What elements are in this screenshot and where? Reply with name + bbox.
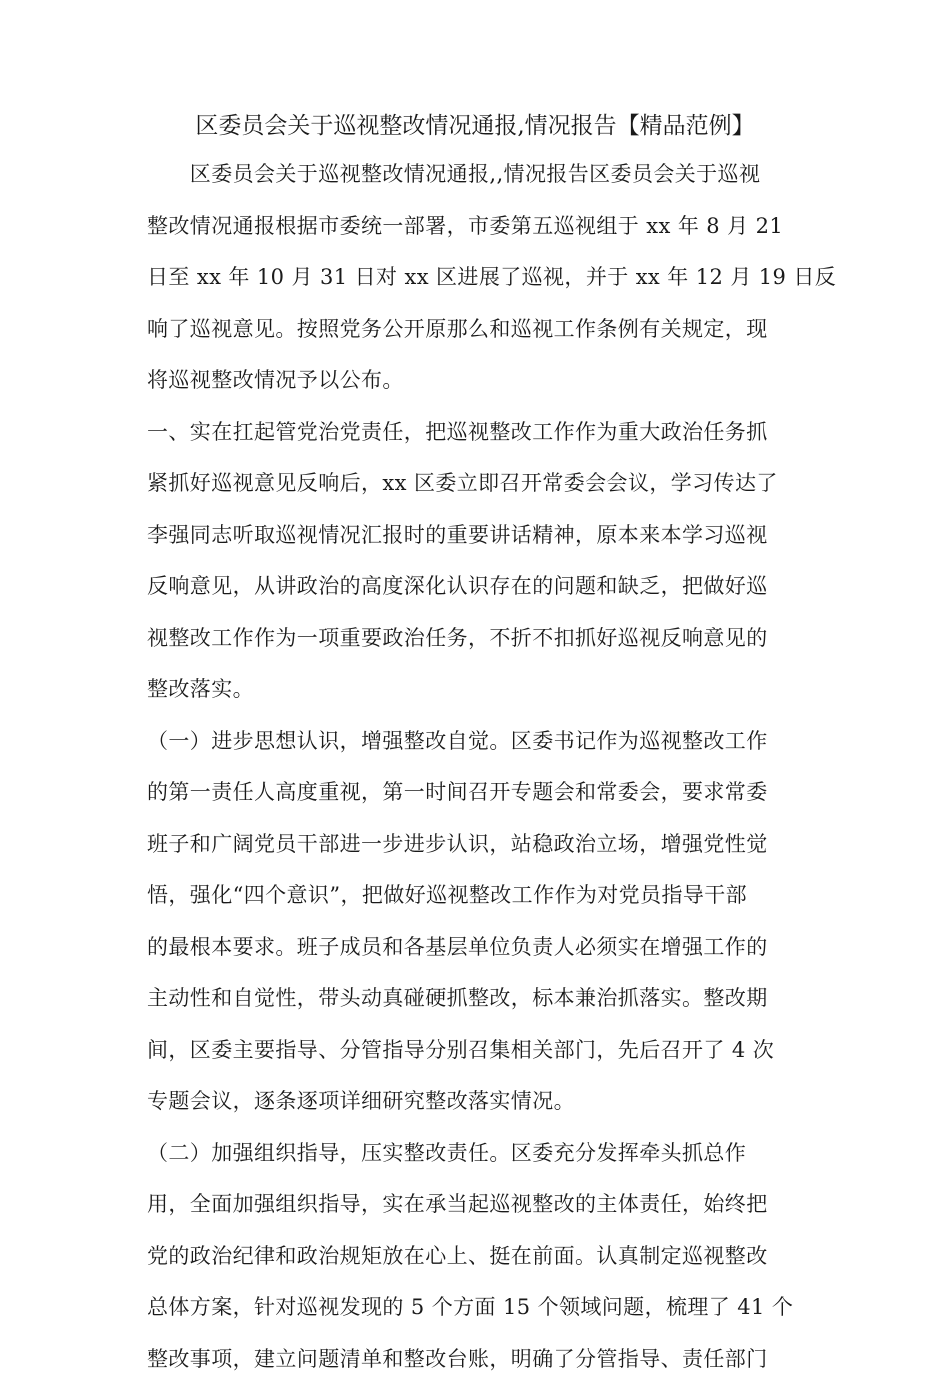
body-line: 专题会议，逐条逐项详细研究整改落实情况。 xyxy=(147,1076,807,1128)
body-line: 班子和广阔党员干部进一步进步认识，站稳政治立场，增强党性觉 xyxy=(147,819,807,871)
body-line: 李强同志听取巡视情况汇报时的重要讲话精神，原本来本学习巡视 xyxy=(147,510,807,562)
body-line: 整改落实。 xyxy=(147,664,807,716)
document-body xyxy=(147,149,807,1385)
body-line: 用，全面加强组织指导，实在承当起巡视整改的主体责任，始终把 xyxy=(147,1179,807,1231)
document-title: 区委员会关于巡视整改情况通报,情况报告【精品范例】 xyxy=(0,100,950,152)
body-line: 的第一责任人高度重视，第一时间召开专题会和常委会，要求常委 xyxy=(147,767,807,819)
body-line: 党的政治纪律和政治规矩放在心上、挺在前面。认真制定巡视整改 xyxy=(147,1231,807,1283)
body-line: 整改情况通报根据市委统一部署，市委第五巡视组于 xx 年 8 月 21 xyxy=(147,201,807,253)
body-line: 日至 xx 年 10 月 31 日对 xx 区进展了巡视，并于 xx 年 12 月 19 日反 xyxy=(147,252,807,304)
body-line: 间，区委主要指导、分管指导分别召集相关部门，先后召开了 4 次 xyxy=(147,1025,807,1077)
body-line: 总体方案，针对巡视发现的 5 个方面 15 个领域问题，梳理了 41 个 xyxy=(147,1282,807,1334)
subsection-line: （一）进步思想认识，增强整改自觉。区委书记作为巡视整改工作 xyxy=(147,716,807,768)
subsection-line: （二）加强组织指导，压实整改责任。区委充分发挥牵头抓总作 xyxy=(147,1128,807,1180)
body-line: 视整改工作作为一项重要政治任务，不折不扣抓好巡视反响意见的 xyxy=(147,613,807,665)
body-line: 紧抓好巡视意见反响后，xx 区委立即召开常委会会议，学习传达了 xyxy=(147,458,807,510)
body-line: 反响意见，从讲政治的高度深化认识存在的问题和缺乏，把做好巡 xyxy=(147,561,807,613)
body-line: 将巡视整改情况予以公布。 xyxy=(147,355,807,407)
body-line: 的最根本要求。班子成员和各基层单位负责人必须实在增强工作的 xyxy=(147,922,807,974)
section-heading-line: 一、实在扛起管党治党责任，把巡视整改工作作为重大政治任务抓 xyxy=(147,407,807,459)
body-line: 区委员会关于巡视整改情况通报,,情况报告区委员会关于巡视 xyxy=(147,149,807,201)
body-line: 主动性和自觉性，带头动真碰硬抓整改，标本兼治抓落实。整改期 xyxy=(147,973,807,1025)
body-line: 悟，强化“四个意识”，把做好巡视整改工作作为对党员指导干部 xyxy=(147,870,807,922)
body-line: 响了巡视意见。按照党务公开原那么和巡视工作条例有关规定，现 xyxy=(147,304,807,356)
body-line: 整改事项，建立问题清单和整改台账，明确了分管指导、责任部门 xyxy=(147,1334,807,1385)
